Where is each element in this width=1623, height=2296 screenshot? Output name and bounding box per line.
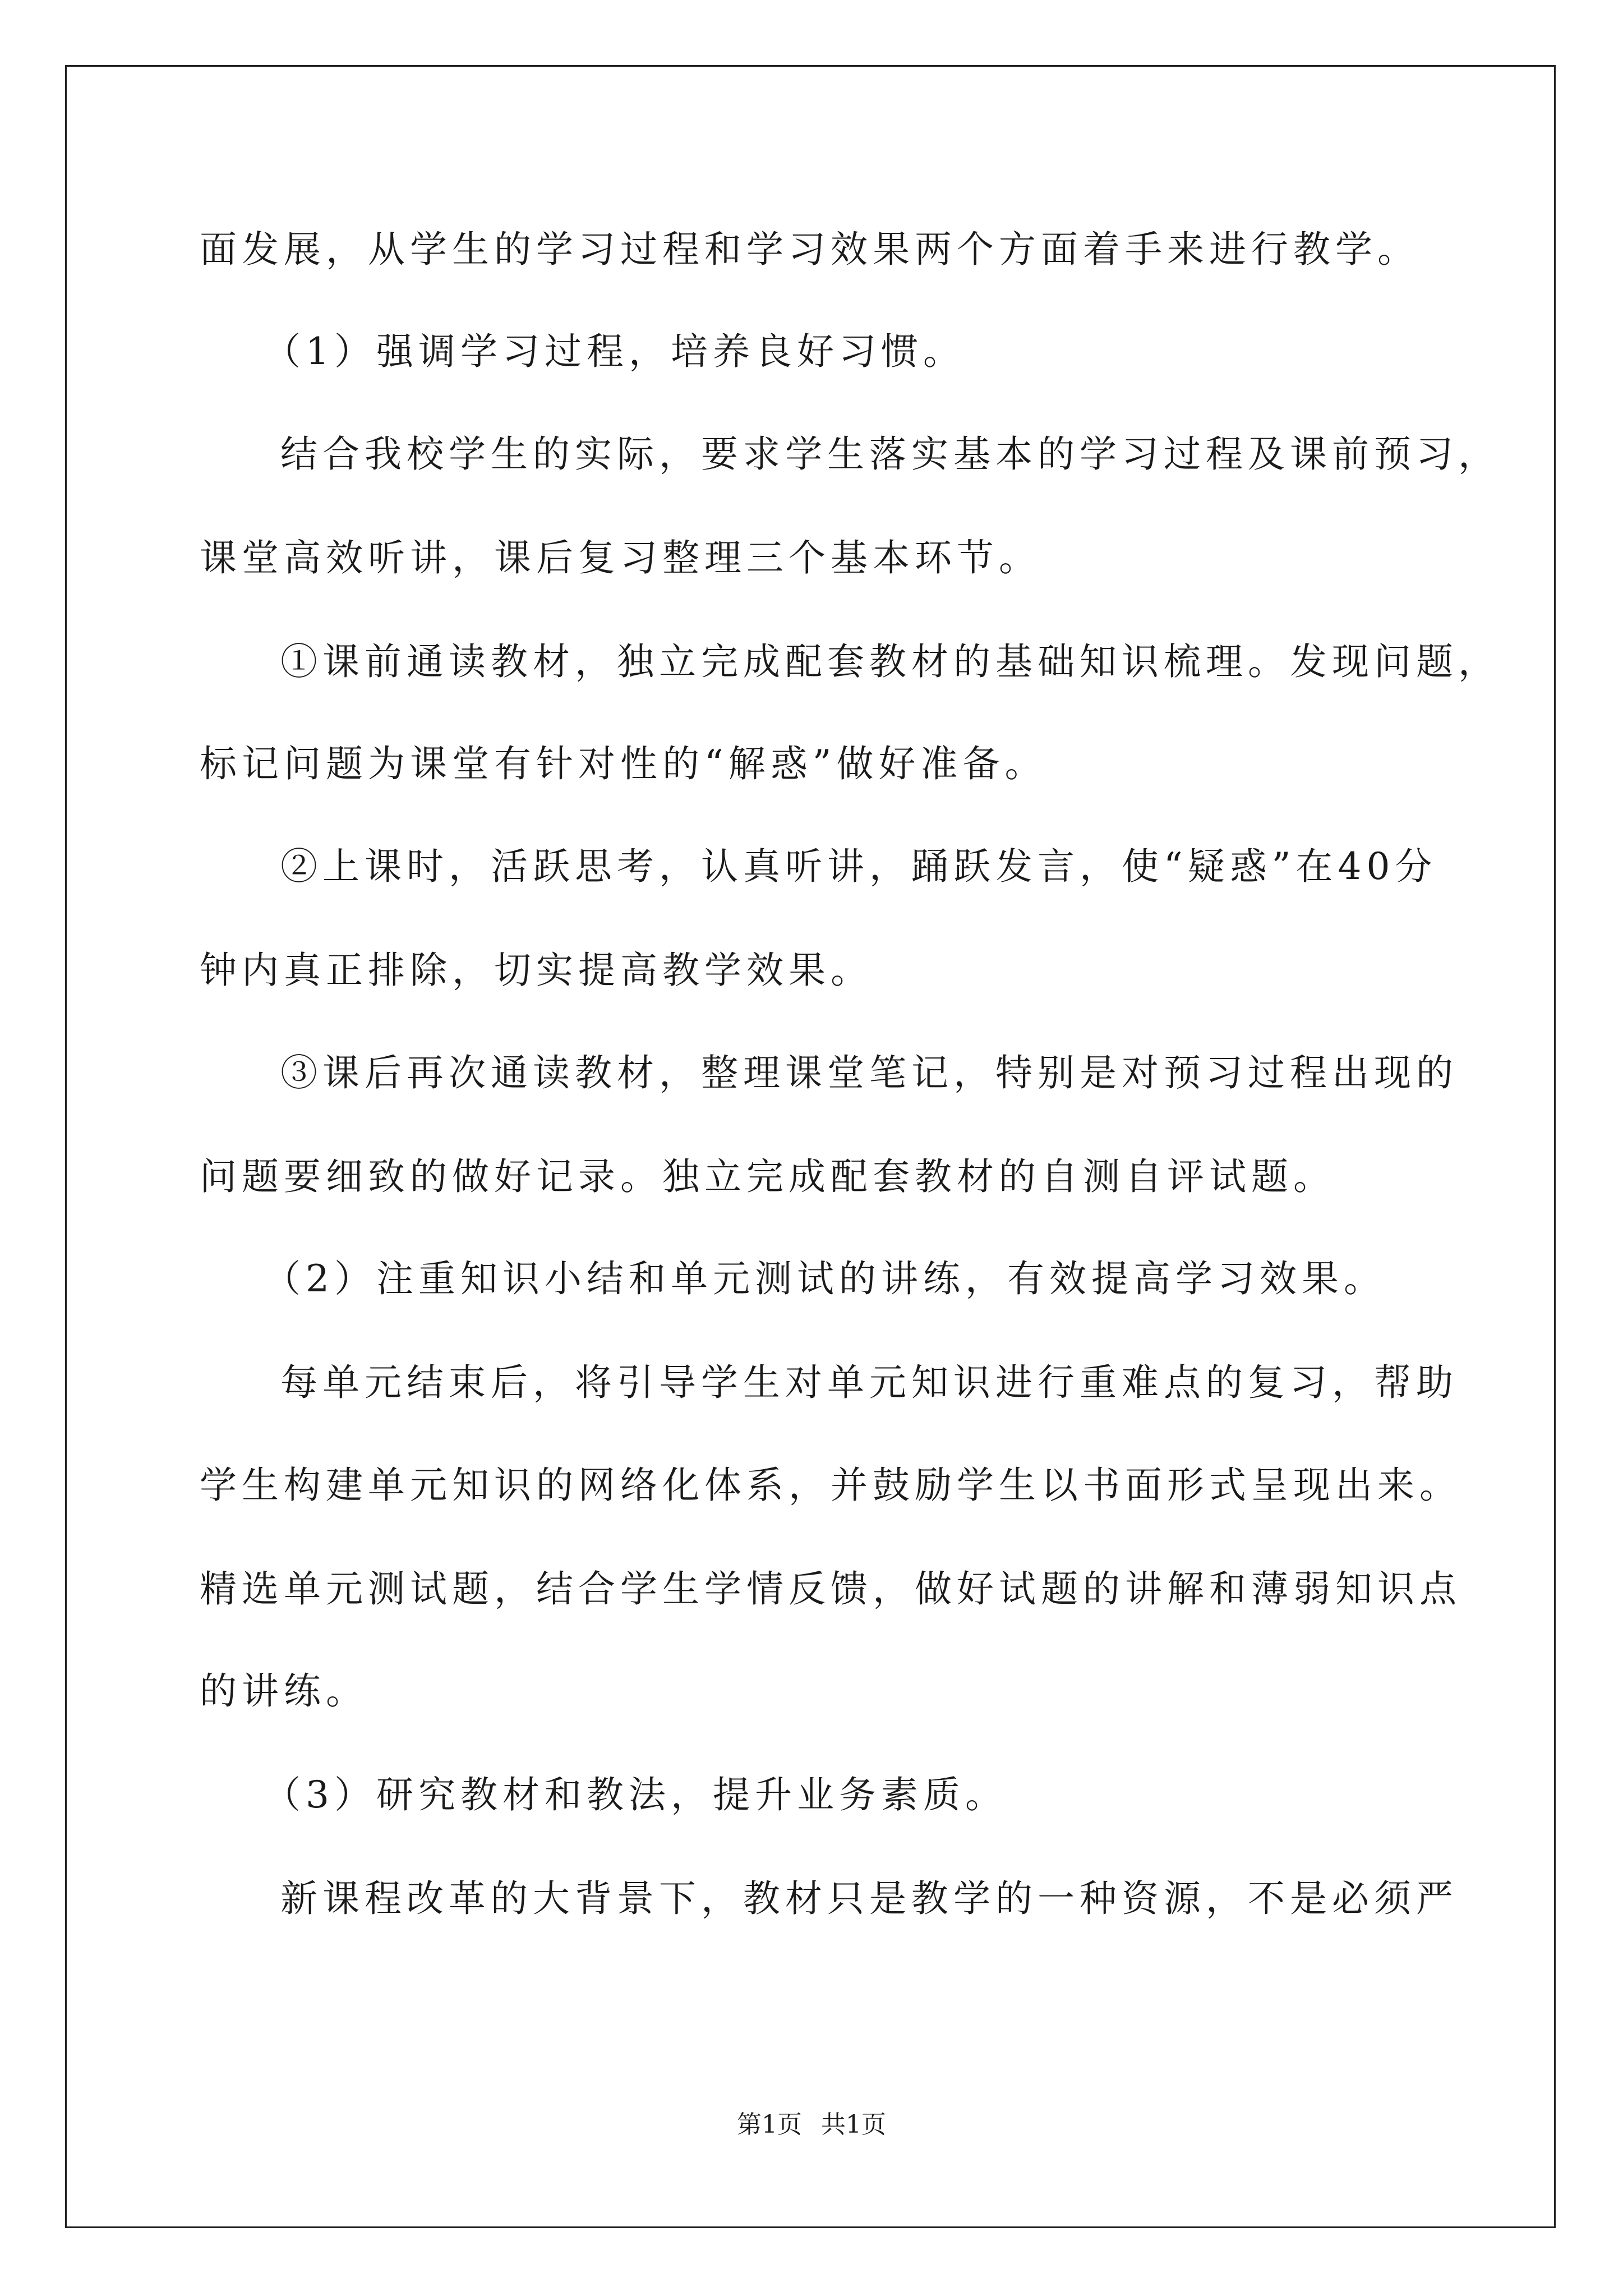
page-footer [0, 2109, 1623, 2141]
text-line-10: 问题要细致的做好记录。独立完成配套教材的自测自评试题。 [200, 1155, 1335, 1198]
text-line-5: ①课前通读教材，独立完成配套教材的基础知识梳理。发现问题， [280, 640, 1500, 683]
text-line-6: 标记问题为课堂有针对性的“解惑”做好准备。 [200, 742, 1047, 785]
page-total: 共1页 [821, 2110, 886, 2139]
text-line-14: 精选单元测试题，结合学生学情反馈，做好试题的讲解和薄弱知识点 [200, 1567, 1461, 1611]
text-line-3: 结合我校学生的实际，要求学生落实基本的学习过程及课前预习， [280, 432, 1500, 476]
text-line-17: 新课程改革的大背景下，教材只是教学的一种资源，不是必须严 [280, 1877, 1458, 1920]
text-line-16: （3）研究教材和教法，提升业务素质。 [264, 1773, 1007, 1816]
text-line-11: （2）注重知识小结和单元测试的讲练，有效提高学习效果。 [264, 1257, 1386, 1300]
text-line-7: ②上课时，活跃思考，认真听讲，踊跃发言，使“疑惑”在40分 [280, 845, 1437, 888]
text-line-9: ③课后再次通读教材，整理课堂笔记，特别是对预习过程出现的 [280, 1051, 1458, 1094]
text-line-13: 学生构建单元知识的网络化体系，并鼓励学生以书面形式呈现出来。 [200, 1464, 1461, 1507]
text-line-4: 课堂高效听讲，课后复习整理三个基本环节。 [200, 536, 1041, 579]
text-line-8: 钟内真正排除，切实提高教学效果。 [200, 949, 873, 992]
text-line-2: （1）强调学习过程，培养良好习惯。 [264, 330, 965, 373]
text-line-1: 面发展，从学生的学习过程和学习效果两个方面着手来进行教学。 [200, 228, 1419, 271]
text-line-12: 每单元结束后，将引导学生对单元知识进行重难点的复习，帮助 [280, 1361, 1458, 1404]
page-number: 第1页 [737, 2110, 802, 2139]
text-line-15: 的讲练。 [200, 1669, 368, 1713]
